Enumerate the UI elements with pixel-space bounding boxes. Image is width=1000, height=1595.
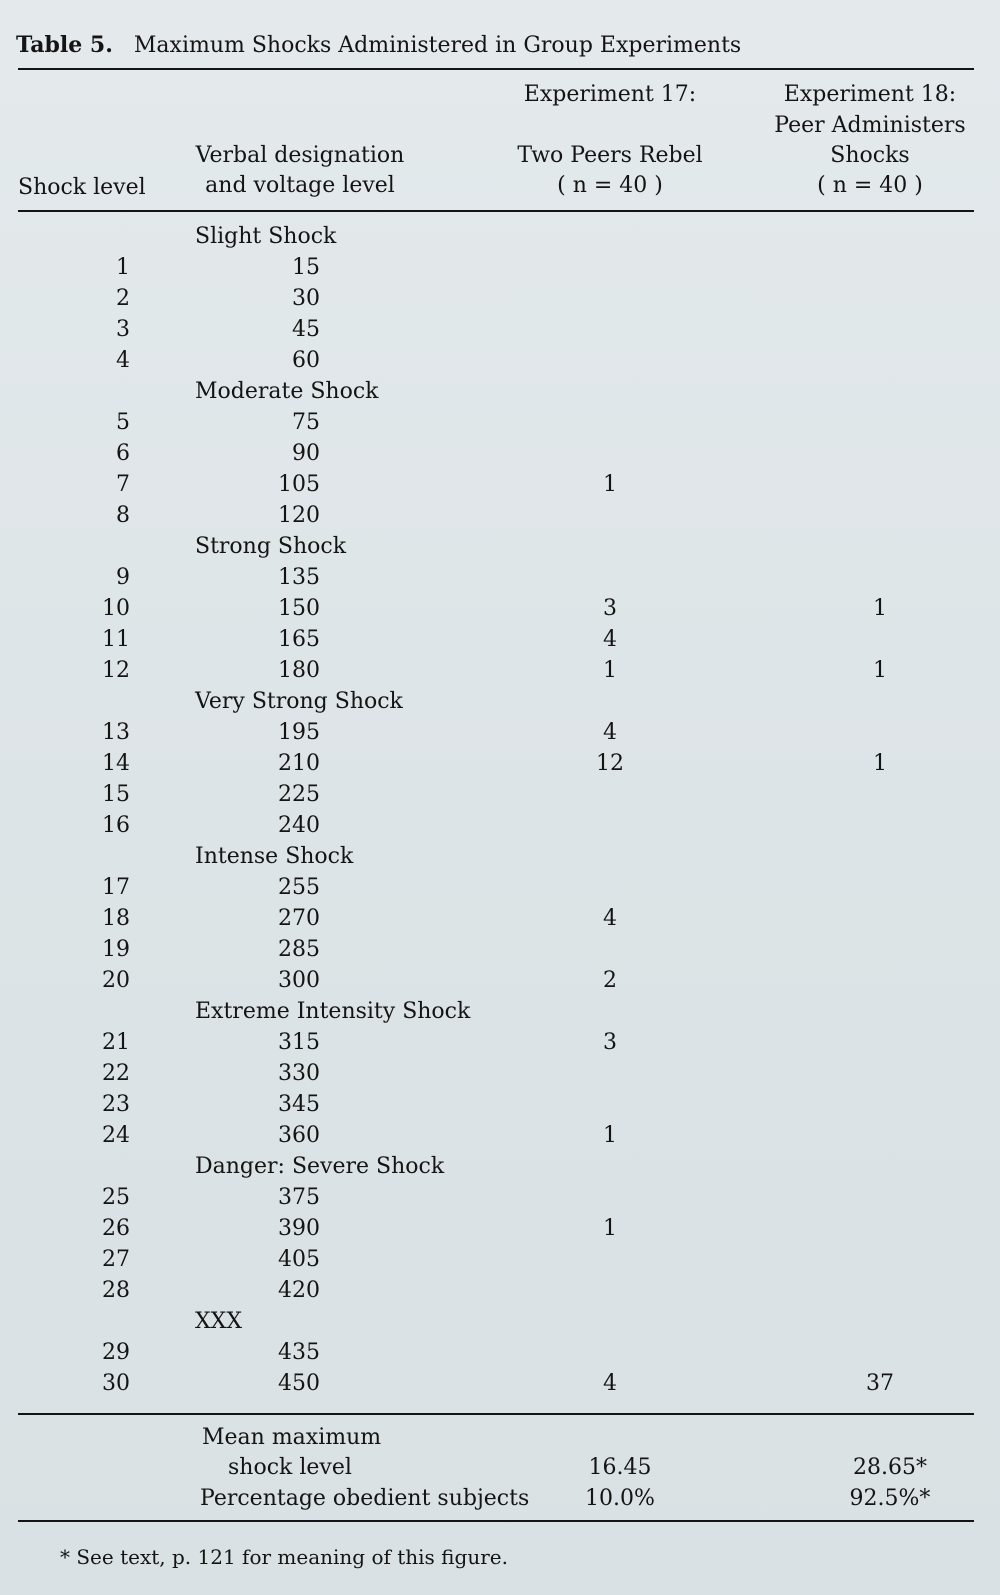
table-row	[0, 315, 1000, 345]
header-exp18-line1: Experiment 18:	[783, 82, 957, 107]
cell-voltage: 375	[278, 1185, 320, 1210]
cell-shock-level: 7	[116, 472, 130, 497]
cell-shock-level: 6	[116, 441, 130, 466]
cell-exp17: 3	[603, 596, 617, 621]
cell-exp18: 1	[873, 596, 887, 621]
header-verbal-line2: and voltage level	[205, 173, 395, 198]
cell-voltage: 180	[278, 658, 320, 683]
table-row	[0, 780, 1000, 810]
summary-pct-label: Percentage obedient subjects	[200, 1486, 530, 1511]
cell-voltage: 225	[278, 782, 320, 807]
cell-shock-level: 5	[116, 410, 130, 435]
group-label: XXX	[195, 1309, 242, 1334]
cell-shock-level: 4	[116, 348, 130, 373]
cell-voltage: 30	[292, 286, 320, 311]
table-row	[0, 346, 1000, 376]
cell-exp17: 2	[603, 968, 617, 993]
cell-shock-level: 15	[102, 782, 130, 807]
group-label: Moderate Shock	[195, 379, 379, 404]
cell-voltage: 45	[292, 317, 320, 342]
summary-pct-exp18: 92.5%*	[849, 1486, 931, 1511]
cell-voltage: 75	[292, 410, 320, 435]
table-row	[0, 1059, 1000, 1089]
table-row	[0, 811, 1000, 841]
group-label: Slight Shock	[195, 224, 337, 249]
header-exp17-line1: Experiment 17:	[523, 82, 697, 107]
table-row	[0, 1028, 1000, 1058]
cell-exp17: 1	[603, 1216, 617, 1241]
top-rule	[18, 68, 974, 70]
cell-shock-level: 14	[102, 751, 130, 776]
cell-shock-level: 25	[102, 1185, 130, 1210]
cell-shock-level: 21	[102, 1030, 130, 1055]
table-row	[0, 470, 1000, 500]
cell-shock-level: 30	[102, 1371, 130, 1396]
cell-exp17: 4	[603, 720, 617, 745]
table-row	[0, 1276, 1000, 1306]
table-row	[0, 656, 1000, 686]
table-row	[0, 749, 1000, 779]
cell-exp17: 1	[603, 658, 617, 683]
cell-shock-level: 23	[102, 1092, 130, 1117]
cell-voltage: 360	[278, 1123, 320, 1148]
group-label: Danger: Severe Shock	[195, 1154, 445, 1179]
cell-shock-level: 28	[102, 1278, 130, 1303]
cell-shock-level: 19	[102, 937, 130, 962]
cell-voltage: 135	[278, 565, 320, 590]
table-row	[0, 501, 1000, 531]
table-row	[0, 625, 1000, 655]
group-label: Extreme Intensity Shock	[195, 999, 471, 1024]
cell-exp17: 4	[603, 1371, 617, 1396]
table-row	[0, 1338, 1000, 1368]
cell-shock-level: 17	[102, 875, 130, 900]
cell-voltage: 150	[278, 596, 320, 621]
header-exp17-line2: Two Peers Rebel	[517, 143, 703, 168]
cell-exp17: 1	[603, 1123, 617, 1148]
cell-shock-level: 11	[102, 627, 130, 652]
cell-shock-level: 9	[116, 565, 130, 590]
cell-voltage: 240	[278, 813, 320, 838]
header-exp17-line3: ( n = 40 )	[557, 173, 663, 198]
cell-shock-level: 16	[102, 813, 130, 838]
table-caption: Maximum Shocks Administered in Group Experiments	[133, 33, 742, 58]
cell-voltage: 405	[278, 1247, 320, 1272]
cell-voltage: 300	[278, 968, 320, 993]
table-row	[0, 1183, 1000, 1213]
cell-exp17: 12	[596, 751, 624, 776]
cell-shock-level: 3	[116, 317, 130, 342]
cell-exp18: 37	[866, 1371, 894, 1396]
cell-shock-level: 26	[102, 1216, 130, 1241]
table-row	[0, 904, 1000, 934]
cell-exp17: 4	[603, 906, 617, 931]
cell-voltage: 315	[278, 1030, 320, 1055]
cell-voltage: 165	[278, 627, 320, 652]
cell-voltage: 60	[292, 348, 320, 373]
cell-voltage: 435	[278, 1340, 320, 1365]
table-row	[0, 718, 1000, 748]
summary-rule	[18, 1413, 974, 1415]
summary-mean-line2: shock level	[228, 1455, 352, 1480]
cell-exp18: 1	[873, 658, 887, 683]
header-rule	[18, 210, 974, 212]
cell-voltage: 450	[278, 1371, 320, 1396]
cell-voltage: 120	[278, 503, 320, 528]
cell-voltage: 15	[292, 255, 320, 280]
cell-shock-level: 18	[102, 906, 130, 931]
table-row	[0, 439, 1000, 469]
summary-mean-exp17: 16.45	[588, 1455, 652, 1480]
group-label: Strong Shock	[195, 534, 347, 559]
table-row	[0, 594, 1000, 624]
table-row	[0, 1245, 1000, 1275]
table-row	[0, 1090, 1000, 1120]
cell-shock-level: 10	[102, 596, 130, 621]
header-exp18-line2: Peer Administers	[774, 113, 966, 138]
header-verbal-line1: Verbal designation	[195, 143, 405, 168]
cell-voltage: 390	[278, 1216, 320, 1241]
cell-shock-level: 2	[116, 286, 130, 311]
cell-exp17: 4	[603, 627, 617, 652]
cell-voltage: 105	[278, 472, 320, 497]
cell-voltage: 285	[278, 937, 320, 962]
cell-voltage: 345	[278, 1092, 320, 1117]
cell-shock-level: 20	[102, 968, 130, 993]
table-row	[0, 1369, 1000, 1399]
summary-pct-exp17: 10.0%	[585, 1486, 655, 1511]
header-shock-level: Shock level	[18, 175, 146, 200]
cell-voltage: 420	[278, 1278, 320, 1303]
cell-voltage: 90	[292, 441, 320, 466]
table-row	[0, 284, 1000, 314]
table-row	[0, 1121, 1000, 1151]
cell-voltage: 210	[278, 751, 320, 776]
table-title	[16, 32, 741, 58]
group-label: Very Strong Shock	[195, 689, 403, 714]
cell-exp17: 3	[603, 1030, 617, 1055]
cell-shock-level: 1	[116, 255, 130, 280]
group-label: Intense Shock	[195, 844, 354, 869]
summary-mean-line1: Mean maximum	[202, 1425, 382, 1450]
cell-shock-level: 22	[102, 1061, 130, 1086]
table-row	[0, 253, 1000, 283]
cell-exp18: 1	[873, 751, 887, 776]
cell-voltage: 270	[278, 906, 320, 931]
table-row	[0, 563, 1000, 593]
cell-shock-level: 12	[102, 658, 130, 683]
bottom-rule	[18, 1520, 974, 1522]
cell-shock-level: 24	[102, 1123, 130, 1148]
table-row	[0, 873, 1000, 903]
cell-shock-level: 13	[102, 720, 130, 745]
cell-exp17: 1	[603, 472, 617, 497]
cell-voltage: 195	[278, 720, 320, 745]
cell-shock-level: 29	[102, 1340, 130, 1365]
cell-shock-level: 27	[102, 1247, 130, 1272]
cell-shock-level: 8	[116, 503, 130, 528]
footnote: * See text, p. 121 for meaning of this figure.	[60, 1545, 508, 1569]
table-row	[0, 966, 1000, 996]
table-row	[0, 935, 1000, 965]
cell-voltage: 330	[278, 1061, 320, 1086]
header-exp18-line4: ( n = 40 )	[817, 173, 923, 198]
cell-voltage: 255	[278, 875, 320, 900]
table-row	[0, 1214, 1000, 1244]
summary-mean-exp18: 28.65*	[853, 1455, 927, 1480]
header-exp18-line3: Shocks	[830, 143, 910, 168]
table-label: Table 5.	[16, 32, 113, 58]
table-row	[0, 408, 1000, 438]
